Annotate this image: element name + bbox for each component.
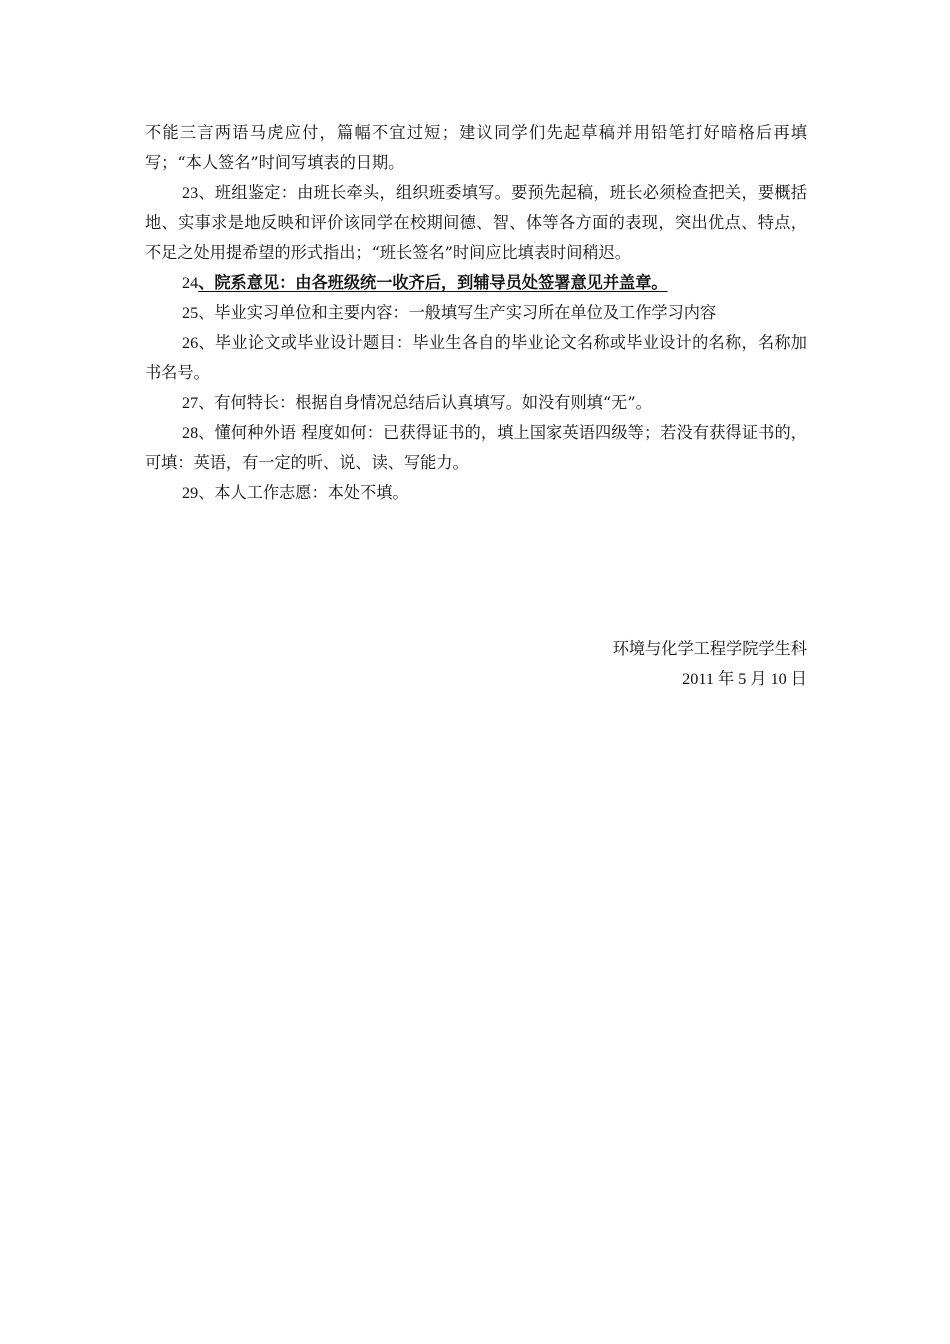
signature-block [613,634,807,694]
signature-organization: 环境与化学工程学院学生科 [612,639,807,658]
emphasis-text [198,273,667,292]
paragraph-item-24 [145,268,807,298]
separator: 、 [198,273,215,292]
document-body [145,118,807,508]
item-number: 24 [182,274,199,292]
emphasis-content: 院系意见：由各班级统一收齐后，到辅导员处签署意见并盖章。 [214,273,668,292]
item-number: 27 [182,394,199,412]
item-number: 25 [182,304,199,322]
paragraph-item-27 [145,388,807,418]
paragraph-text: 、有何特长：根据自身情况总结后认真填写。如没有则填“无”。 [198,393,652,412]
paragraph-text: 、班组鉴定：由班长牵头，组织班委填写。要预先起稿，班长必须检查把关，要概括地、实事求是地反映和评价该同学在校期间德、智、体等各方面的表现，突出优点、特点，不足之处用提希望的形式指出；“班长签名”时间应比填表时间稍迟。 [145,183,807,262]
paragraph-continuation [145,118,807,178]
paragraph-text: 不能三言两语马虎应付，篇幅不宜过短；建议同学们先起草稿并用铅笔打好暗格后再填写；“本人签名”时间写填表的日期。 [145,123,807,172]
paragraph-text: 、本人工作志愿：本处不填。 [198,483,409,502]
paragraph-item-29 [145,478,807,508]
paragraph-text: 、毕业实习单位和主要内容：一般填写生产实习所在单位及工作学习内容 [198,303,717,322]
paragraph-item-28 [145,418,807,478]
paragraph-text: 、懂何种外语 程度如何：已获得证书的，填上国家英语四级等；若没有获得证书的，可填：英语，有一定的听、说、读、写能力。 [145,423,807,472]
item-number: 28 [182,424,199,442]
paragraph-item-23 [145,178,807,268]
paragraph-text: 、毕业论文或毕业设计题目：毕业生各自的毕业论文名称或毕业设计的名称，名称加书名号。 [145,333,807,382]
item-number: 23 [182,184,199,202]
item-number: 29 [182,484,199,502]
signature-date: 2011 年 5 月 10 日 [682,670,807,688]
paragraph-item-25 [145,298,807,328]
item-number: 26 [182,334,199,352]
paragraph-item-26 [145,328,807,388]
